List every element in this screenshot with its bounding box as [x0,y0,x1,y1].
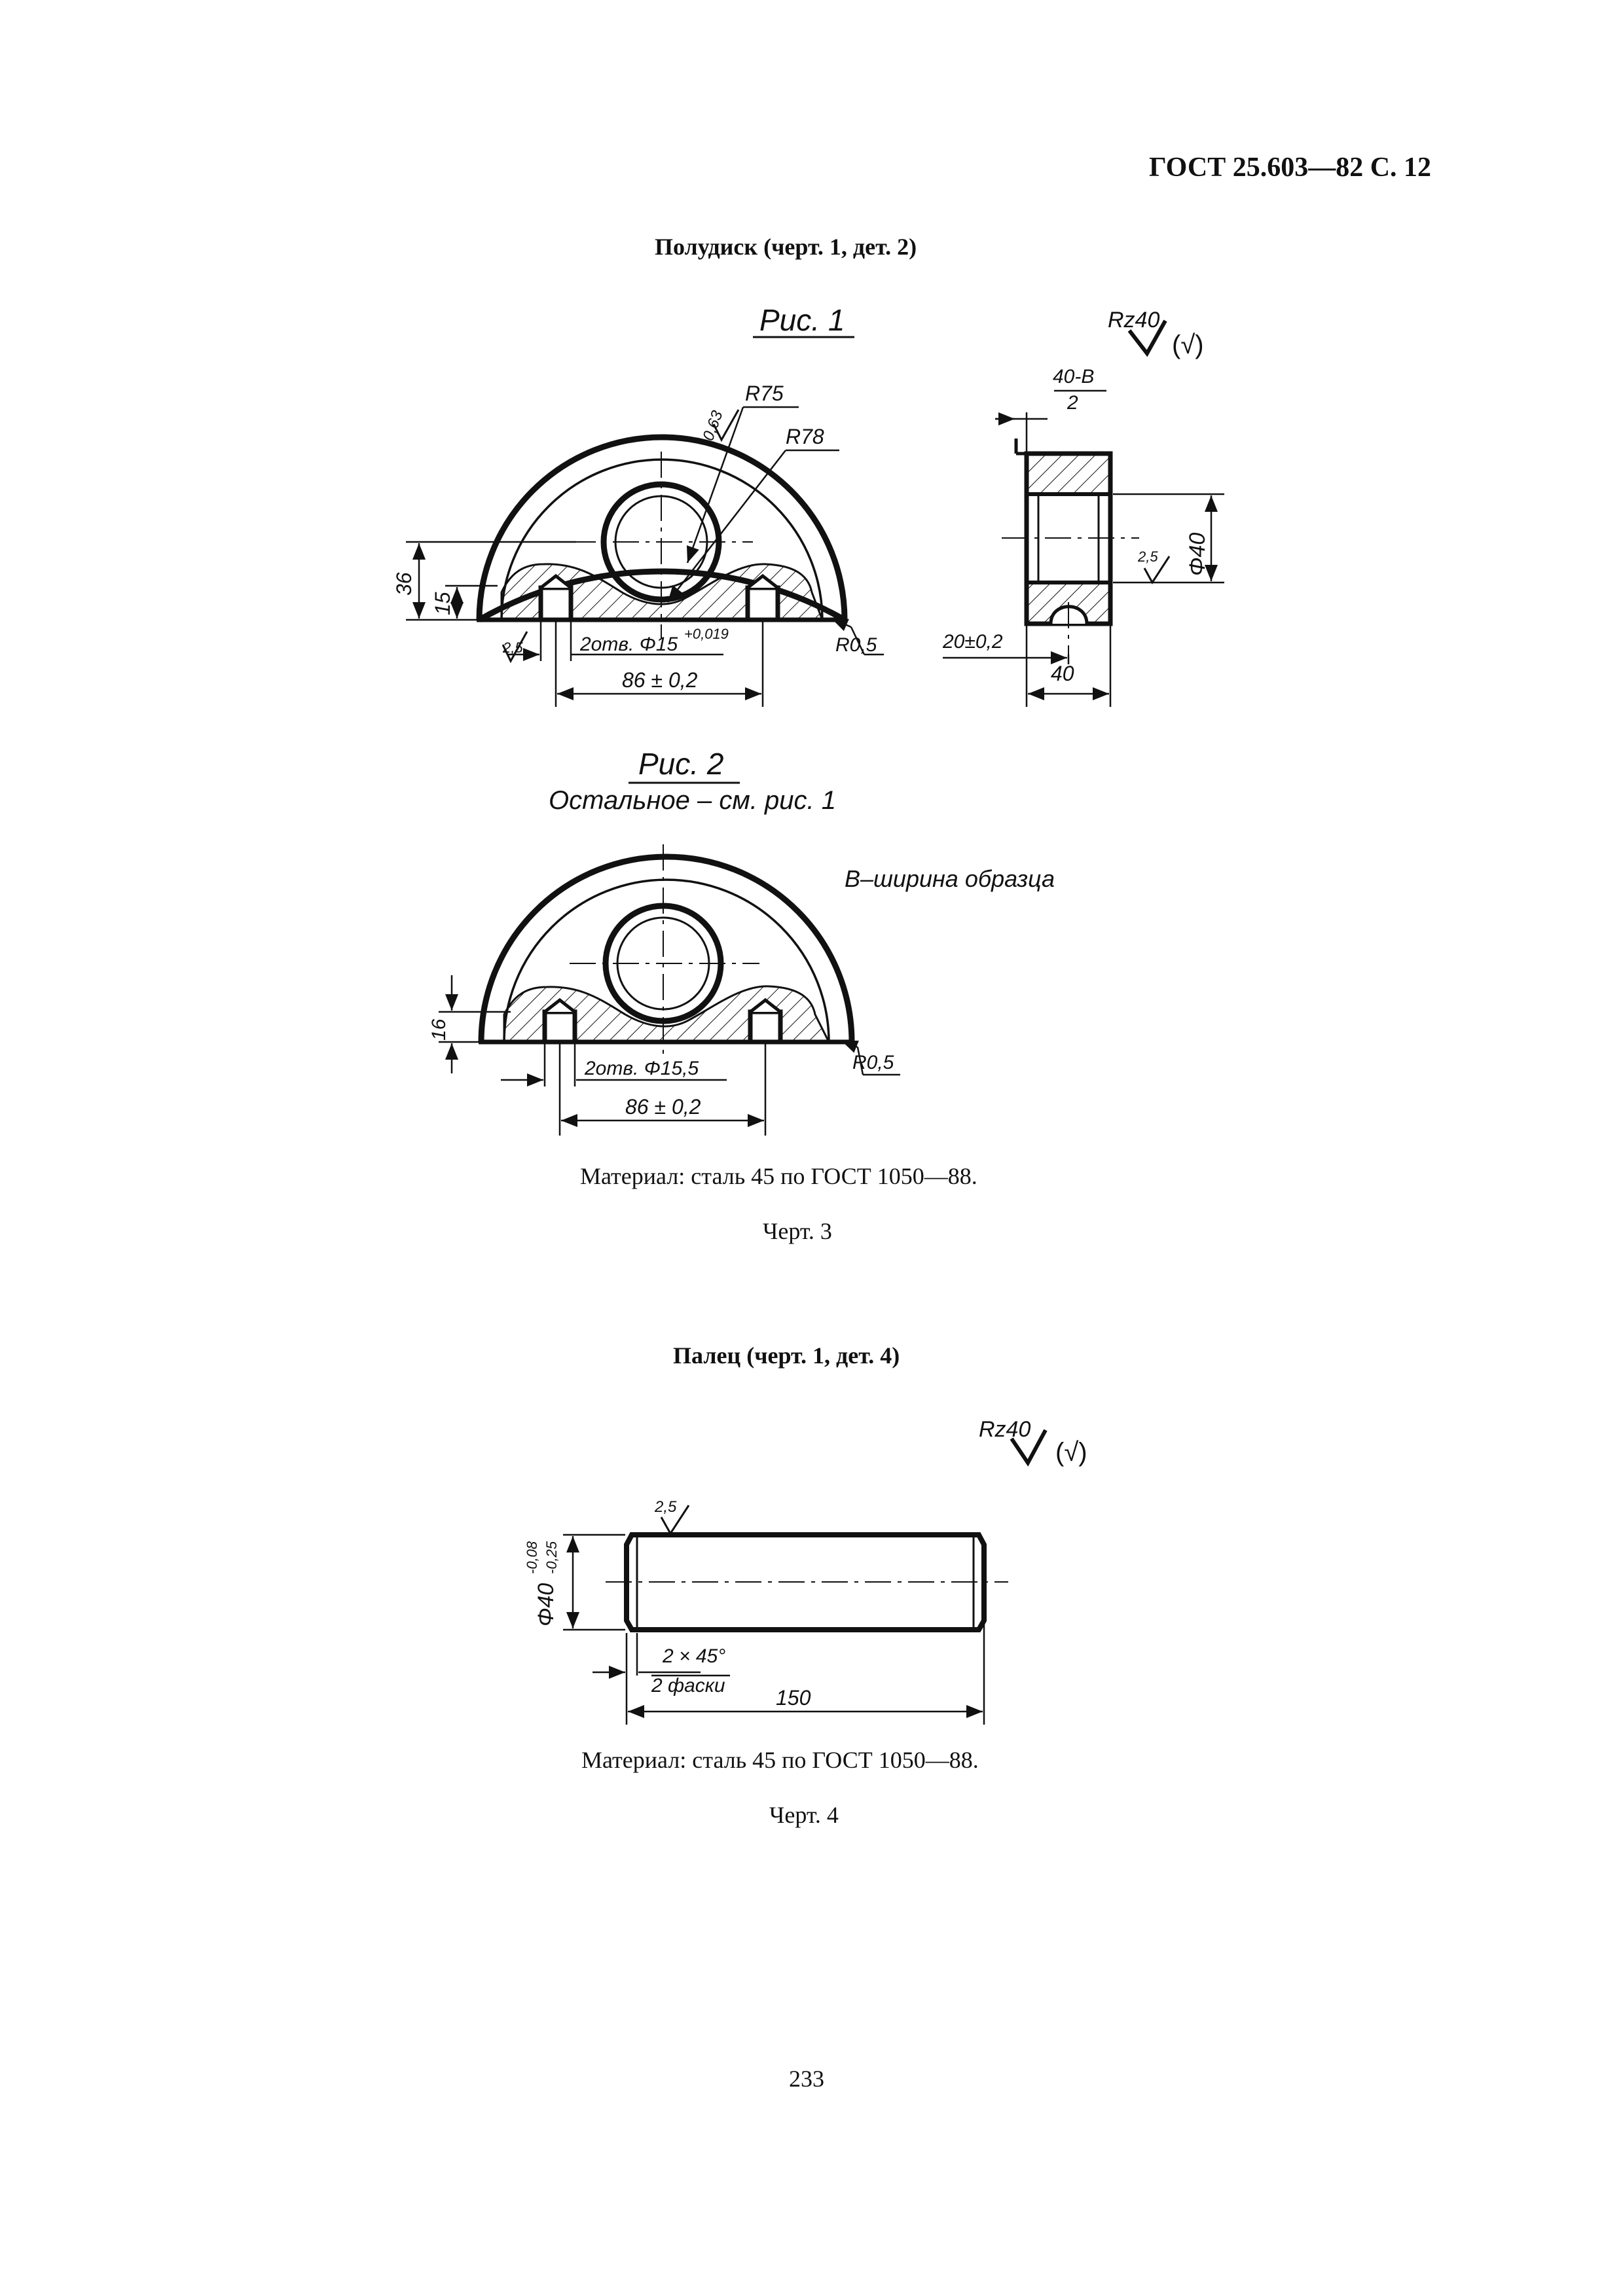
drawing-label-4: Черт. 4 [769,1802,839,1828]
dim-width-top: 40-B [1053,366,1095,387]
dim-width-top-den: 2 [1067,392,1078,414]
dim-r75: R75 [745,382,784,405]
pin-roughness: Rz40 [979,1417,1031,1442]
material-note-1: Материал: сталь 45 по ГОСТ 1050—88. [580,1163,977,1189]
dim-r05-fig1: R0,5 [835,634,877,656]
section-title-half-disk: Полудиск (черт. 1, дет. 2) [655,234,917,260]
fig1-roughness: Rz40 [1108,308,1160,332]
pin-diam: Φ40 [534,1583,558,1626]
material-note-2: Материал: сталь 45 по ГОСТ 1050—88. [581,1747,979,1773]
rough-25-side: 2,5 [1138,548,1158,565]
fig1-front-view [406,407,884,707]
pin-length: 150 [776,1686,811,1710]
dim-h36: 36 [392,572,416,596]
fig2-b-note: B–ширина образца [845,865,1055,892]
drawing-label-3: Черт. 3 [763,1218,832,1244]
fig1-roughness-paren: (√) [1172,331,1204,359]
dim-w20: 20±0,2 [943,631,1003,653]
pin-drawing [563,1430,1046,1725]
fig2-front-view [439,844,900,1136]
fig2-label: Рис. 2 [638,747,724,781]
dim-r05-fig2: R0,5 [852,1052,894,1073]
fig1-label: Рис. 1 [759,303,845,337]
dim-holes-fig2: 2отв. Φ15,5 [585,1058,699,1079]
dim-span-fig1: 86 ± 0,2 [622,668,698,692]
pin-chamfer-note: 2 фаски [651,1675,725,1696]
rough-063: 0,63 [699,408,727,444]
dim-h15: 15 [431,592,454,615]
section-title-pin: Палец (черт. 1, дет. 4) [673,1342,900,1369]
dim-h16: 16 [428,1018,450,1041]
pin-rough-25: 2,5 [655,1498,677,1516]
page-number: 233 [789,2066,824,2092]
dim-span-fig2: 86 ± 0,2 [625,1095,701,1119]
dim-d40: Φ40 [1185,532,1210,576]
dim-holes-fig1: 2отв. Φ15 [580,634,678,655]
page-header: ГОСТ 25.603—82 С. 12 [1149,152,1432,183]
dim-r78: R78 [786,425,824,448]
pin-roughness-paren: (√) [1055,1438,1087,1467]
dim-w40: 40 [1051,662,1074,685]
pin-diam-tol-up: -0,08 [524,1541,540,1574]
fig2-note: Остальное – см. рис. 1 [549,786,836,815]
rough-25-fig1: 2,5 [503,639,523,656]
pin-diam-tol-low: -0,25 [543,1541,560,1574]
dim-holes-tol: +0,019 [684,626,729,642]
pin-chamfer: 2 × 45° [663,1645,726,1667]
